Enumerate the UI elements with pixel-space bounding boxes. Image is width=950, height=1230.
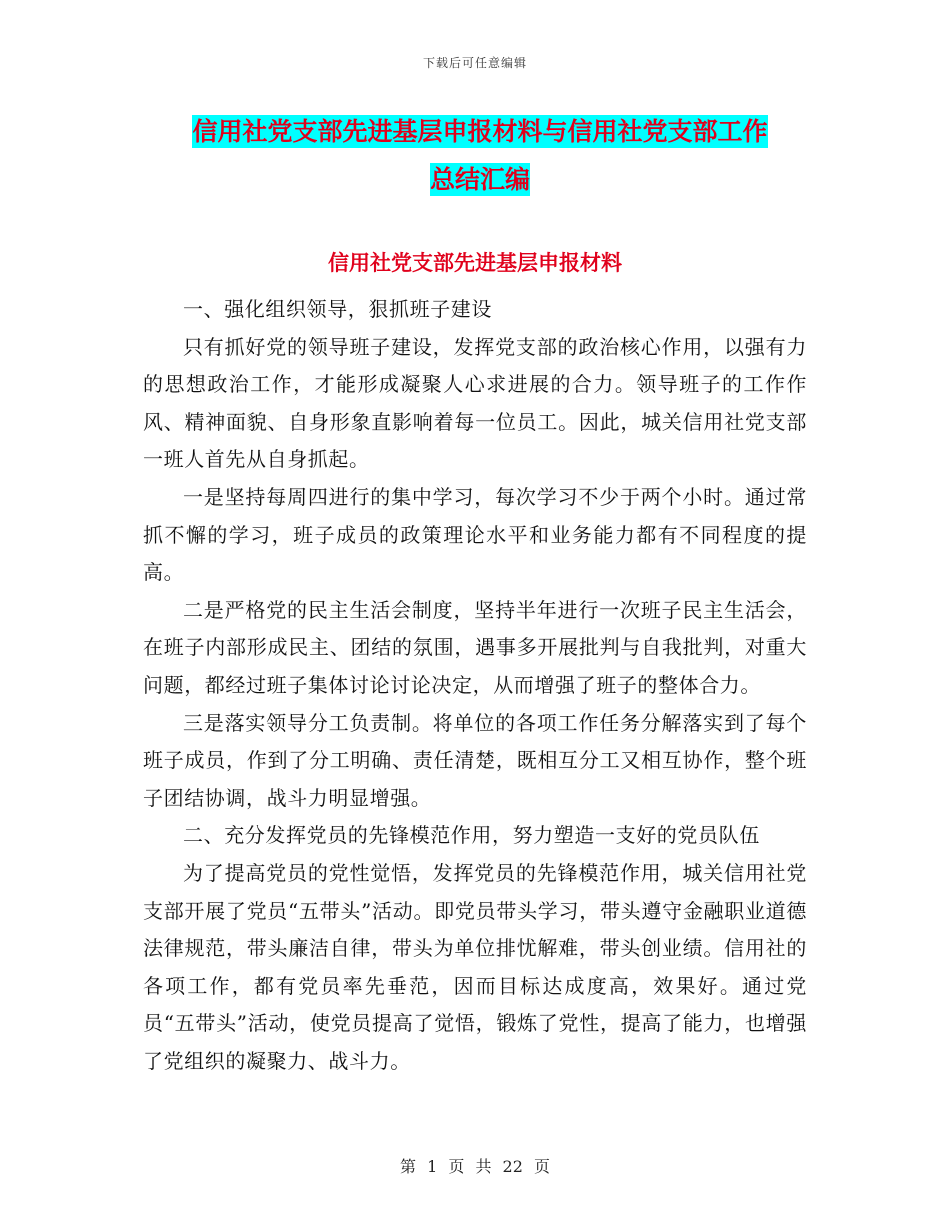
page-number: 第 1 页 共 22 页 (400, 1157, 550, 1176)
heading-2-party-members: 二、充分发挥党员的先锋模范作用，努力塑造一支好的党员队伍 (183, 823, 760, 848)
page-header-note: 下载后可任意编辑 (422, 56, 527, 70)
section-title: 信用社党支部先进基层申报材料 (328, 251, 622, 275)
document-title-line-1: 信用社党支部先进基层申报材料与信用社党支部工作 (192, 117, 768, 146)
document-title-line-2: 总结汇编 (429, 165, 530, 194)
paragraph-point-3: 三是落实领导分工负责制。将单位的各项工作任务分解落实到了每个班子成员，作到了分工明确、责任清楚，既相互分工又相互协作，整个班子团结协调，战斗力明显增强。 (143, 710, 807, 810)
document-body (143, 291, 807, 1080)
document-title (140, 108, 820, 204)
paragraph-point-1: 一是坚持每周四进行的集中学习，每次学习不少于两个小时。通过常抓不懈的学习，班子成员的政策理论水平和业务能力都有不同程度的提高。 (143, 484, 807, 585)
heading-1-leadership: 一、强化组织领导，狠抓班子建设 (183, 297, 492, 321)
paragraph-intro: 只有抓好党的领导班子建设，发挥党支部的政治核心作用，以强有力的思想政治工作，才能形成凝聚人心求进展的合力。领导班子的工作作风、精神面貌、自身形象直影响着每一位员工。因此，城关信用社党支部一班人首先从自身抓起。 (143, 334, 807, 472)
paragraph-five-leads: 为了提高党员的党性觉悟，发挥党员的先锋模范作用，城关信用社党支部开展了党员“五带头”活动。即党员带头学习，带头遵守金融职业道德法律规范，带头廉洁自律，带头为单位排忧解难，带头创业绩。信用社的各项工作，都有党员率先垂范，因而目标达成度高，效果好。通过党员“五带头”活动，使党员提高了觉悟，锻炼了党性，提高了能力，也增强了党组织的凝聚力、战斗力。 (143, 860, 807, 1073)
paragraph-point-2: 二是严格党的民主生活会制度，坚持半年进行一次班子民主生活会，在班子内部形成民主、团结的氛围，遇事多开展批判与自我批判，对重大问题，都经过班子集体讨论讨论决定，从而增强了班子的整体合力。 (143, 597, 807, 697)
